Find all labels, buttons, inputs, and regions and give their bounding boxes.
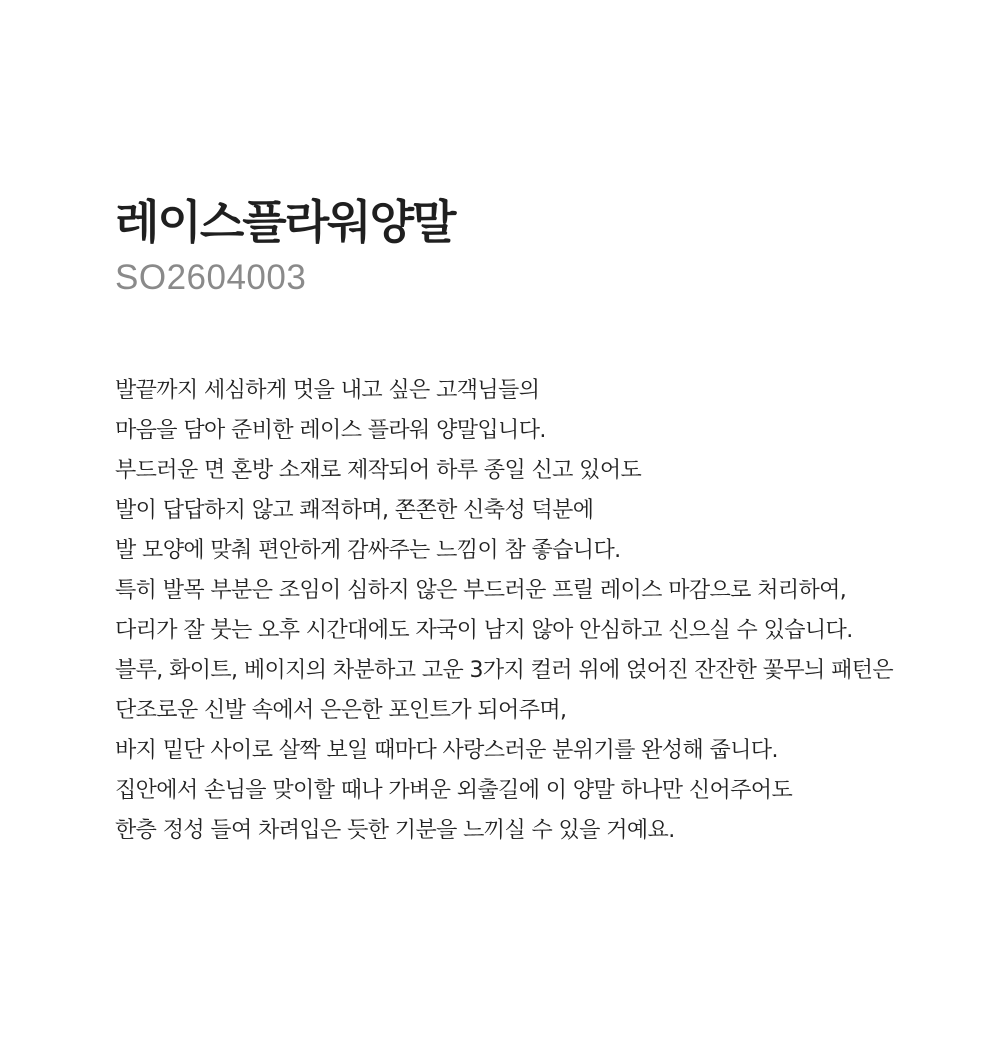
description-line: 단조로운 신발 속에서 은은한 포인트가 되어주며,	[115, 698, 567, 723]
description-line: 마음을 담아 준비한 레이스 플라워 양말입니다.	[115, 418, 546, 443]
description-line: 특히 발목 부분은 조임이 심하지 않은 부드러운 프릴 레이스 마감으로 처리하여,	[115, 578, 847, 603]
description-line: 발이 답답하지 않고 쾌적하며, 쫀쫀한 신축성 덕분에	[115, 498, 594, 523]
description-line: 집안에서 손님을 맞이할 때나 가벼운 외출길에 이 양말 하나만 신어주어도	[115, 778, 793, 803]
description-line: 한층 정성 들여 차려입은 듯한 기분을 느끼실 수 있을 거예요.	[115, 818, 675, 843]
description-line: 블루, 화이트, 베이지의 차분하고 고운 3가지 컬러 위에 얹어진 잔잔한 꽃무늬 패턴은	[115, 658, 894, 683]
description-line: 발 모양에 맞춰 편안하게 감싸주는 느낌이 참 좋습니다.	[115, 538, 621, 563]
description-line: 바지 밑단 사이로 살짝 보일 때마다 사랑스러운 분위기를 완성해 줍니다.	[115, 738, 778, 763]
description-line: 다리가 잘 붓는 오후 시간대에도 자국이 남지 않아 안심하고 신으실 수 있습니다.	[115, 618, 853, 643]
product-code: SO2604003	[115, 258, 307, 297]
description-line: 발끝까지 세심하게 멋을 내고 싶은 고객님들의	[115, 378, 540, 403]
product-title: 레이스플라워양말	[115, 195, 455, 249]
product-description	[115, 371, 893, 851]
description-line: 부드러운 면 혼방 소재로 제작되어 하루 종일 신고 있어도	[115, 458, 642, 483]
